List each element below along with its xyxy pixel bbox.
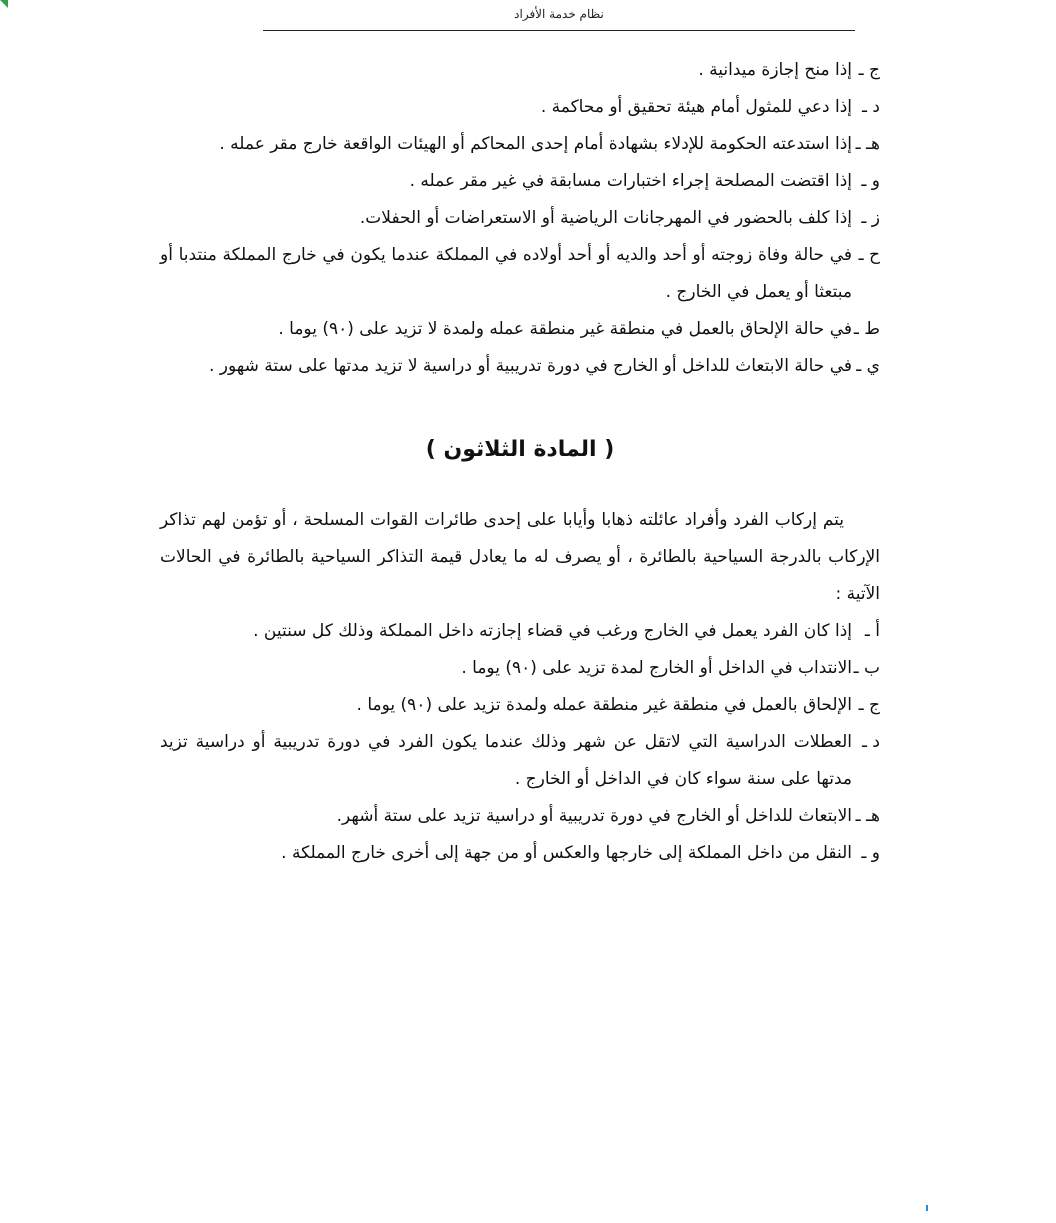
item-text: العطلات الدراسية التي لاتقل عن شهر وذلك عندما يكون الفرد في دورة تدريبية أو دراسية تزيد مدتها على سنة سواء كان في الداخل أو الخارج . bbox=[160, 732, 852, 789]
header-title: نظام خدمة الأفراد bbox=[514, 7, 604, 21]
item-text: إذا استدعته الحكومة للإدلاء بشهادة أمام إحدى المحاكم أو الهيئات الواقعة خارج مقر عمله . bbox=[219, 134, 852, 154]
article-cases-list bbox=[160, 613, 880, 872]
article-heading: ( المادة الثلاثون ) bbox=[425, 437, 615, 462]
list-item bbox=[160, 52, 880, 89]
item-text: إذا اقتضت المصلحة إجراء اختبارات مسابقة في غير مقر عمله . bbox=[409, 171, 852, 191]
item-marker: ي ـ bbox=[856, 356, 880, 376]
list-item bbox=[160, 687, 880, 724]
item-text: في حالة وفاة زوجته أو أحد والديه أو أحد أولاده في المملكة عندما يكون في خارج المملكة منتدبا أو مبتعثا أو يعمل في الخارج . bbox=[160, 245, 852, 302]
item-text: النقل من داخل المملكة إلى خارجها والعكس أو من جهة إلى أخرى خارج المملكة . bbox=[281, 843, 852, 863]
item-marker: و ـ bbox=[861, 843, 880, 863]
item-marker: ط ـ bbox=[853, 319, 880, 339]
scan-speck bbox=[926, 1205, 928, 1211]
list-item bbox=[160, 613, 880, 650]
item-marker: ب ـ bbox=[853, 658, 880, 678]
list-item bbox=[160, 126, 880, 163]
item-marker: هـ ـ bbox=[855, 806, 880, 826]
corner-mark bbox=[0, 0, 8, 8]
list-item bbox=[160, 163, 880, 200]
list-continued bbox=[160, 52, 880, 385]
list-item bbox=[160, 724, 880, 798]
list-item bbox=[160, 348, 880, 385]
item-marker: أ ـ bbox=[864, 621, 880, 641]
item-text: إذا كلف بالحضور في المهرجانات الرياضية أو الاستعراضات أو الحفلات. bbox=[359, 208, 852, 228]
running-header bbox=[263, 4, 855, 31]
item-text: إذا كان الفرد يعمل في الخارج ورغب في قضاء إجازته داخل المملكة وذلك كل سنتين . bbox=[253, 621, 852, 641]
item-text: الإلحاق بالعمل في منطقة غير منطقة عمله ولمدة تزيد على (٩٠) يوما . bbox=[356, 695, 852, 715]
list-item bbox=[160, 237, 880, 311]
list-item bbox=[160, 835, 880, 872]
list-item bbox=[160, 89, 880, 126]
item-text: في حالة الإلحاق بالعمل في منطقة غير منطقة عمله ولمدة لا تزيد على (٩٠) يوما . bbox=[278, 319, 852, 339]
item-marker: د ـ bbox=[862, 97, 880, 117]
item-text: إذا دعي للمثول أمام هيئة تحقيق أو محاكمة . bbox=[540, 97, 852, 117]
item-marker: د ـ bbox=[862, 732, 880, 752]
article-intro-paragraph: يتم إركاب الفرد وأفراد عائلته ذهابا وأيابا على إحدى طائرات القوات المسلحة ، أو تؤمن لهم تذاكر الإركاب بالدرجة السياحية بالطائرة ، أو يصرف له ما يعادل قيمة التذاكر السياحية بالطائرة في الحالات الآتية : bbox=[160, 510, 880, 604]
list-item bbox=[160, 200, 880, 237]
item-marker: ج ـ bbox=[858, 695, 880, 715]
item-marker: ح ـ bbox=[858, 245, 880, 265]
item-text: الانتداب في الداخل أو الخارج لمدة تزيد على (٩٠) يوما . bbox=[461, 658, 852, 678]
list-item bbox=[160, 798, 880, 835]
item-text: في حالة الابتعاث للداخل أو الخارج في دورة تدريبية أو دراسية لا تزيد مدتها على ستة شهور . bbox=[208, 356, 852, 376]
item-marker: ز ـ bbox=[861, 208, 880, 228]
page-body bbox=[160, 52, 880, 872]
item-text: الابتعاث للداخل أو الخارج في دورة تدريبية أو دراسية تزيد على ستة أشهر. bbox=[336, 806, 852, 826]
item-marker: هـ ـ bbox=[855, 134, 880, 154]
list-item bbox=[160, 650, 880, 687]
item-marker: و ـ bbox=[861, 171, 880, 191]
list-item bbox=[160, 311, 880, 348]
item-marker: ج ـ bbox=[858, 60, 880, 80]
item-text: إذا منح إجازة ميدانية . bbox=[698, 60, 852, 80]
